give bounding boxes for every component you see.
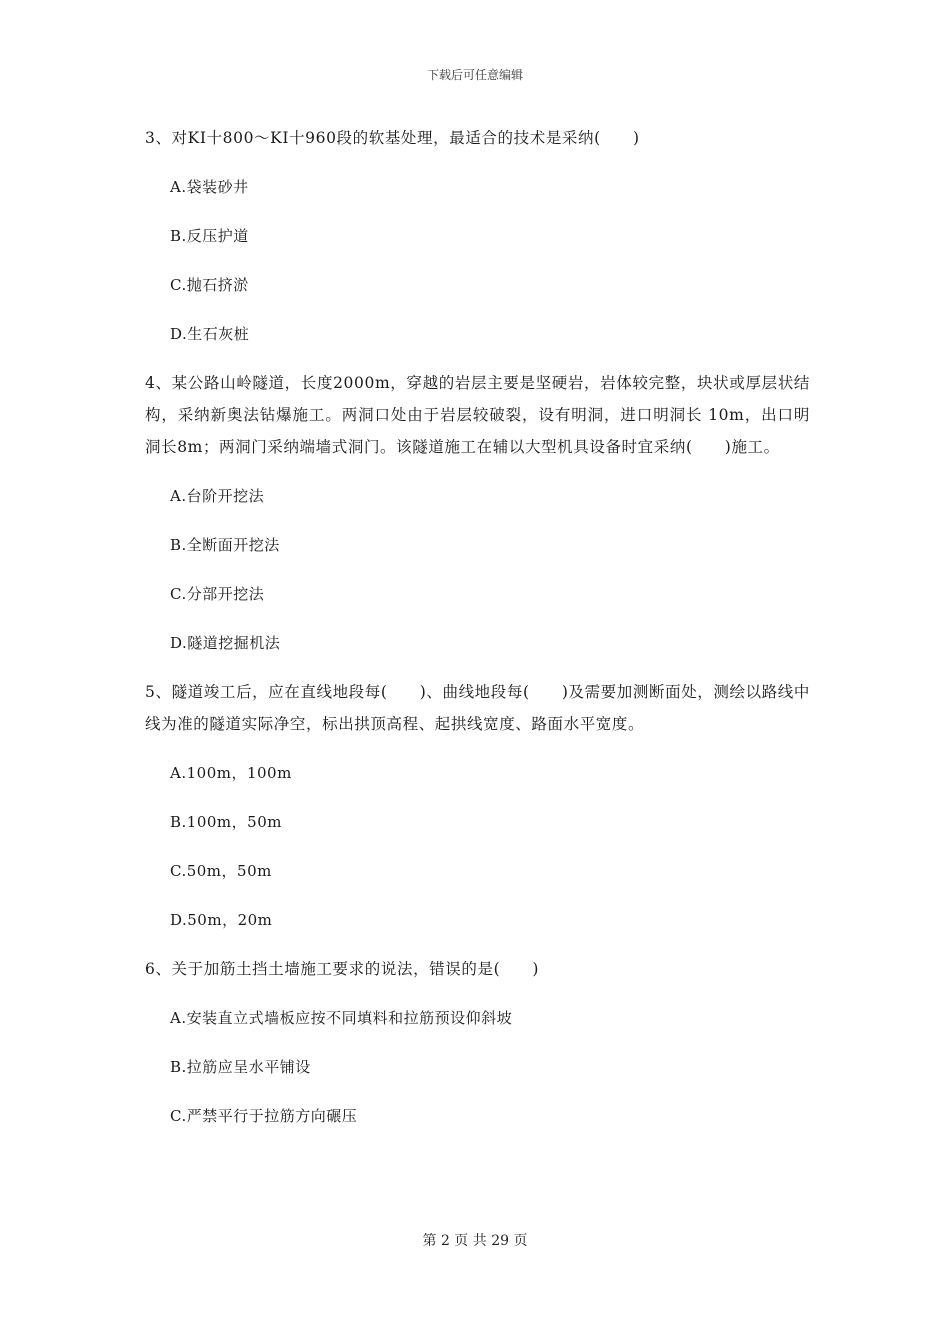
option-d: D.50m，20m (170, 911, 273, 929)
question-3 (145, 122, 810, 350)
question-stem: 4、某公路山岭隧道，长度2000m，穿越的岩层主要是坚硬岩，岩体较完整，块状或厚层状结构，采纳新奥法钻爆施工。两洞口处由于岩层较破裂，设有明洞，进口明洞长 10m，出口明洞长8m；两洞门采纳端墙式洞门。该隧道施工在辅以大型机具设备时宜采纳( )施工。 (145, 374, 810, 456)
option-b: B.反压护道 (170, 227, 249, 245)
option-a: A.100m，100m (170, 764, 292, 782)
option-c: C.抛石挤淤 (170, 276, 249, 294)
option-a: A.安装直立式墙板应按不同填料和拉筋预设仰斜坡 (170, 1009, 513, 1027)
question-stem: 3、对KI十800～KI十960段的软基处理，最适合的技术是采纳( ) (145, 129, 640, 147)
option-b: B.全断面开挖法 (170, 536, 280, 554)
question-4 (145, 367, 810, 659)
option-c: C.分部开挖法 (170, 585, 265, 603)
option-b: B.100m，50m (170, 813, 282, 831)
option-d: D.生石灰桩 (170, 325, 250, 343)
question-stem: 6、关于加筋土挡土墙施工要求的说法，错误的是( ) (145, 960, 540, 978)
option-b: B.拉筋应呈水平铺设 (170, 1058, 311, 1076)
question-stem: 5、隧道竣工后，应在直线地段每( )、曲线地段每( )及需要加测断面处，测绘以路线中线为准的隧道实际净空，标出拱顶高程、起拱线宽度、路面水平宽度。 (145, 683, 810, 733)
option-a: A.袋装砂井 (170, 178, 249, 196)
page-footer: 第 2 页 共 29 页 (422, 1233, 528, 1249)
question-6 (145, 953, 810, 1132)
page-content (145, 122, 810, 1149)
question-5 (145, 676, 810, 936)
option-c: C.50m，50m (170, 862, 272, 880)
option-a: A.台阶开挖法 (170, 487, 265, 505)
option-d: D.隧道挖掘机法 (170, 634, 281, 652)
page-header: 下载后可任意编辑 (426, 68, 523, 82)
option-c: C.严禁平行于拉筋方向碾压 (170, 1107, 358, 1125)
